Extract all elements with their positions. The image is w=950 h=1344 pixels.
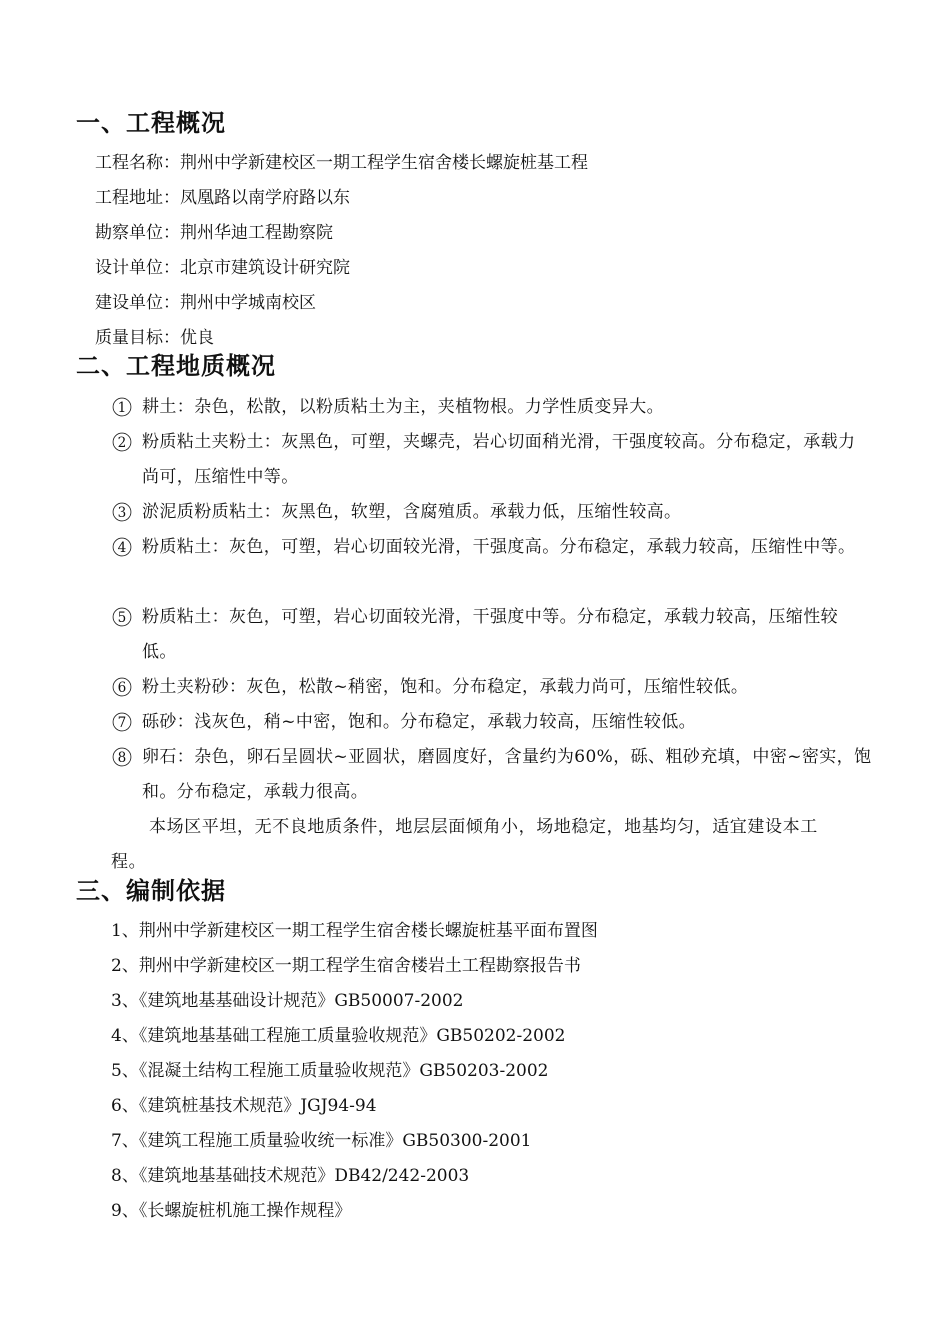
- circled-number: 3: [113, 503, 132, 522]
- geo-layer-text: 粉质粘土：灰色，可塑，岩心切面较光滑，干强度高。分布稳定，承载力较高，压缩性中等。: [142, 537, 856, 557]
- info-quality-goal: 质量目标：优良: [95, 328, 214, 348]
- geo-layer-text: 粉质粘土：灰色，可塑，岩心切面较光滑，干强度中等。分布稳定，承载力较高，压缩性较低。: [142, 607, 838, 662]
- geo-layer-text: 砾砂：浅灰色，稍~中密，饱和。分布稳定，承载力较高，压缩性较低。: [142, 712, 697, 732]
- basis-item: 4、《建筑地基基础工程施工质量验收规范》GB50202-2002: [111, 1026, 566, 1046]
- circled-number: 5: [113, 608, 132, 627]
- geo-layer-text: 淤泥质粉质粘土：灰黑色，软塑，含腐殖质。承载力低，压缩性较高。: [142, 502, 682, 522]
- basis-item: 6、《建筑桩基技术规范》JGJ94-94: [111, 1096, 377, 1116]
- basis-item: 5、《混凝土结构工程施工质量验收规范》GB50203-2002: [111, 1061, 549, 1081]
- circled-number: 7: [113, 713, 132, 732]
- basis-item: 3、《建筑地基基础设计规范》GB50007-2002: [111, 991, 464, 1011]
- geo-layer-text: 耕土：杂色，松散，以粉质粘土为主，夹植物根。力学性质变异大。: [142, 397, 664, 417]
- circled-number: 2: [113, 433, 132, 452]
- basis-item: 9、《长螺旋桩机施工操作规程》: [111, 1201, 352, 1221]
- section2-heading: 二、工程地质概况: [76, 352, 276, 380]
- circled-number: 4: [113, 538, 132, 557]
- info-project-name: 工程名称：荆州中学新建校区一期工程学生宿舍楼长螺旋桩基工程: [95, 153, 588, 173]
- geo-layer-text: 卵石：杂色，卵石呈圆状~亚圆状，磨圆度好，含量约为60%，砾、粗砂充填，中密~密实，饱和。分布稳定，承载力很高。: [142, 747, 872, 802]
- geo-layer-text: 粉质粘土夹粉土：灰黑色，可塑，夹螺壳，岩心切面稍光滑，干强度较高。分布稳定，承载力尚可，压缩性中等。: [142, 432, 856, 487]
- section1-heading: 一、工程概况: [76, 109, 226, 137]
- basis-item: 8、《建筑地基基础技术规范》DB42/242-2003: [111, 1166, 470, 1186]
- circled-number: 8: [113, 748, 132, 767]
- info-project-address: 工程地址：凤凰路以南学府路以东: [95, 188, 350, 208]
- section3-heading: 三、编制依据: [76, 877, 226, 905]
- basis-item: 1、荆州中学新建校区一期工程学生宿舍楼长螺旋桩基平面布置图: [111, 921, 598, 941]
- geo-layer-text: 粉土夹粉砂：灰色，松散~稍密，饱和。分布稳定，承载力尚可，压缩性较低。: [142, 677, 749, 697]
- circled-number: 1: [113, 398, 132, 417]
- info-construction-unit: 建设单位：荆州中学城南校区: [95, 293, 316, 313]
- info-survey-unit: 勘察单位：荆州华迪工程勘察院: [95, 223, 333, 243]
- basis-item: 2、荆州中学新建校区一期工程学生宿舍楼岩土工程勘察报告书: [111, 956, 581, 976]
- geo-summary: 本场区平坦，无不良地质条件，地层层面倾角小，场地稳定，地基均匀，适宜建设本工程。: [111, 817, 818, 872]
- circled-number: 6: [113, 678, 132, 697]
- basis-item: 7、《建筑工程施工质量验收统一标准》GB50300-2001: [111, 1131, 532, 1151]
- info-design-unit: 设计单位：北京市建筑设计研究院: [95, 258, 350, 278]
